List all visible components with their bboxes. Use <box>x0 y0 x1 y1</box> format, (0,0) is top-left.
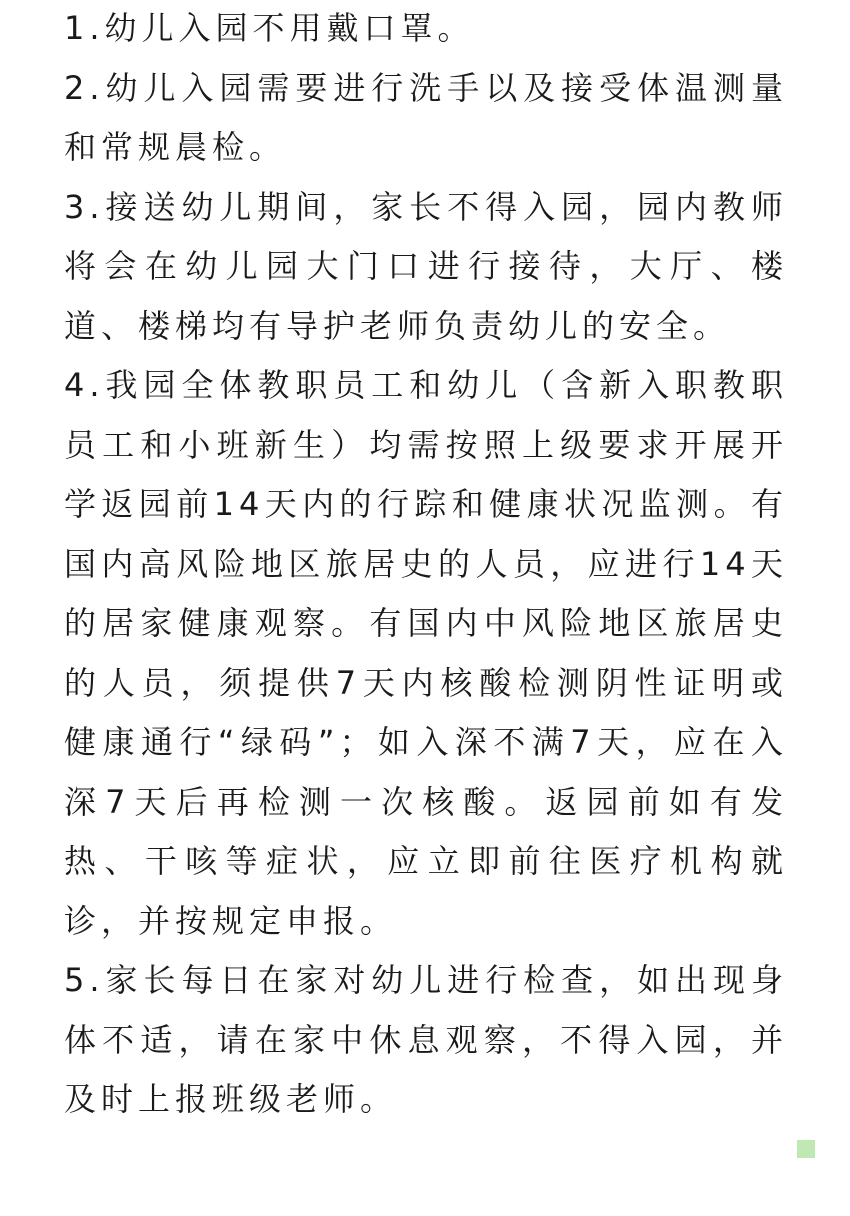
notice-item-2: 2.幼儿入园需要进行洗手以及接受体温测量和常规晨检。 <box>64 68 788 166</box>
notice-list <box>64 0 788 1130</box>
notice-item-4: 4.我园全体教职员工和幼儿（含新入职教职员工和小班新生）均需按照上级要求开展开学返园前14天内的行踪和健康状况监测。有国内高风险地区旅居史的人员，应进行14天的居家健康观察。有国内中风险地区旅居史的人员，须提供7天内核酸检测阴性证明或健康通行“绿码”；如入深不满7天，应在入深7天后再检测一次核酸。返园前如有发热、干咳等症状，应立即前往医疗机构就诊，并按规定申报。 <box>64 366 788 940</box>
notice-item-5: 5.家长每日在家对幼儿进行检查，如出现身体不适，请在家中休息观察，不得入园，并及时上报班级老师。 <box>64 961 788 1118</box>
corner-square-icon <box>797 1140 815 1158</box>
notice-item-1: 1.幼儿入园不用戴口罩。 <box>64 9 475 47</box>
notice-item-3: 3.接送幼儿期间，家长不得入园，园内教师将会在幼儿园大门口进行接待，大厅、楼道、楼梯均有导护老师负责幼儿的安全。 <box>64 187 788 345</box>
